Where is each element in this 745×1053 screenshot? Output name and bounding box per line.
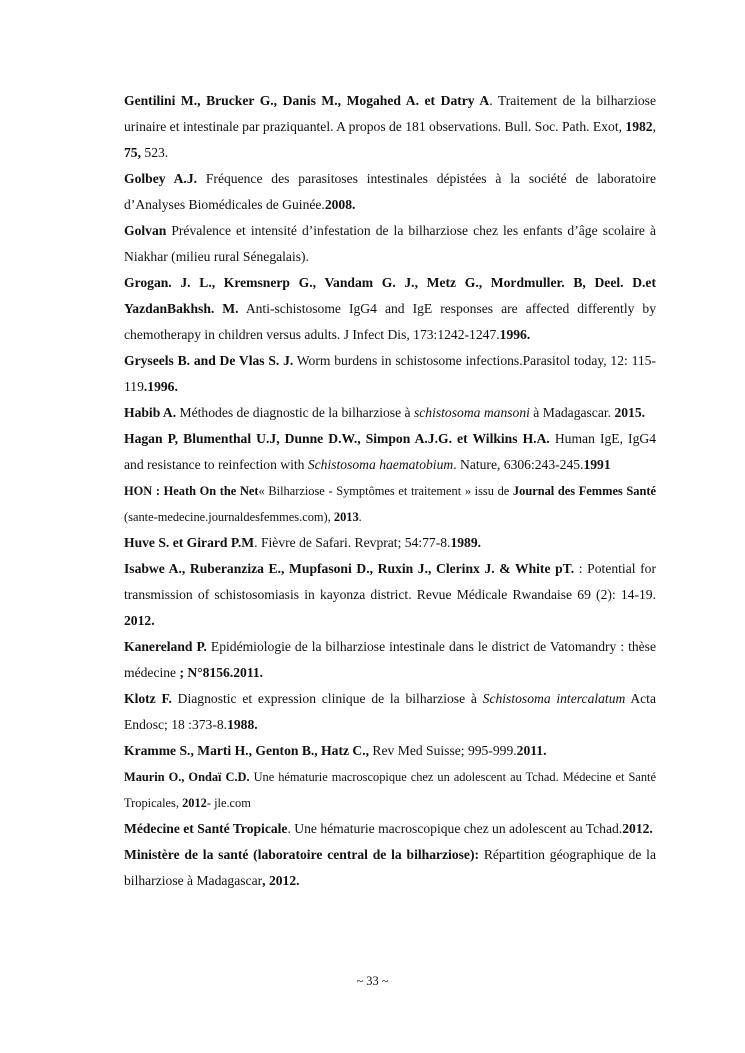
reference-bold-text: Ministère de la santé (laboratoire central de la bilharziose): (124, 847, 480, 862)
reference-italic-text: Schistosoma intercalatum (482, 691, 626, 706)
reference-text: Diagnostic et expression clinique de la bilharziose à (171, 691, 483, 706)
reference-text: 523. (141, 145, 169, 160)
reference-text: Worm burdens in schistosome infections.Parasitol today, 12: 115-119 (124, 353, 656, 394)
reference-text: (sante-medecine.journaldesfemmes.com), (124, 510, 334, 524)
reference-text: « Bilharziose - Symptômes et traitement » issu de (258, 484, 513, 498)
reference-italic-text: Schistosoma haematobium (307, 457, 454, 472)
reference-text: Acta Endosc; 18 :373-8. (124, 691, 656, 732)
reference-text: . (358, 510, 362, 524)
reference-bold-text: 1982 (625, 119, 653, 134)
reference-entry (124, 166, 656, 218)
reference-entry (124, 816, 656, 842)
reference-bold-text: 1996. (499, 327, 531, 342)
reference-entry (124, 218, 656, 270)
reference-bold-text: Journal des Femmes Santé (512, 484, 657, 498)
reference-bold-text: 2012. (124, 613, 155, 628)
reference-bold-text: 2011. (516, 743, 547, 758)
reference-entry (124, 842, 656, 894)
reference-entry (124, 738, 656, 764)
reference-bold-text: HON : Heath On the Net (124, 484, 259, 498)
reference-entry (124, 634, 656, 686)
reference-bold-text: Grogan. J. L., Kremsnerp G., Vandam G. J., Metz G., Mordmuller. B, Deel. D.et YazdanBakhsh. M. (124, 275, 656, 316)
reference-bold-text: Klotz F. (124, 691, 172, 706)
reference-text: Répartition géographique de la bilharziose à Madagascar (124, 847, 656, 888)
reference-bold-text: Golbey A.J. (124, 171, 198, 186)
reference-bold-text: .1996. (143, 379, 178, 394)
reference-text: , (652, 119, 656, 134)
reference-bold-text: Isabwe A., Ruberanziza E., Mupfasoni D., Ruxin J., Clerinx J. & White pT. (124, 561, 575, 576)
reference-bold-text: Médecine et Santé Tropicale (124, 821, 288, 836)
reference-text: : Potential for transmission of schistosomiasis in kayonza district. Revue Médicale Rwandaise 69 (2): 14-19. (124, 561, 657, 602)
reference-bold-text: 1989. (450, 535, 482, 550)
reference-text: . Nature, 6306:243-245. (453, 457, 584, 472)
reference-bold-text: Habib A. (124, 405, 177, 420)
reference-bold-text: , 2012. (262, 873, 300, 888)
reference-entry (124, 478, 656, 530)
reference-bold-text: Gentilini M., Brucker G., Danis M., Mogahed A. et Datry A (124, 93, 490, 108)
reference-entry (124, 270, 656, 348)
reference-bold-text: Maurin O., Ondaï C.D. (124, 770, 250, 784)
reference-text: Rev Med Suisse; 995-999. (369, 743, 517, 758)
reference-bold-text: ; N°8156.2011. (179, 665, 264, 680)
reference-text: Une hématurie macroscopique chez un adolescent au Tchad. Médecine et Santé Tropicales, (124, 770, 657, 810)
reference-bold-text: 75, (124, 145, 141, 160)
reference-text: . Traitement de la bilharziose urinaire et intestinale par praziquantel. A propos de 181 observations. Bull. Soc. Path. Exot, (124, 93, 656, 134)
page-number: ~ 33 ~ (356, 974, 389, 988)
reference-bold-text: Gryseels B. and De Vlas S. J. (124, 353, 294, 368)
reference-text: Prévalence et intensité d’infestation de la bilharziose chez les enfants d’âge scolaire à Niakhar (milieu rural Sénegalais). (124, 223, 656, 264)
reference-text: . Fièvre de Safari. Revprat; 54:77-8. (254, 535, 451, 550)
reference-bold-text: 1988. (227, 717, 258, 732)
reference-entry (124, 556, 656, 634)
reference-entry (124, 400, 656, 426)
reference-bold-text: 2013 (333, 510, 359, 524)
reference-text: Fréquence des parasitoses intestinales dépistées à la société de laboratoire d’Analyses Biomédicales de Guinée. (124, 171, 656, 212)
reference-italic-text: schistosoma mansoni (413, 405, 530, 420)
reference-bold-text: Huve S. et Girard P.M (124, 535, 255, 550)
reference-text: à Madagascar. (529, 405, 615, 420)
reference-bold-text: 2015. (614, 405, 646, 420)
reference-bold-text: Kramme S., Marti H., Genton B., Hatz C., (124, 743, 370, 758)
reference-entry (124, 764, 656, 816)
reference-entry (124, 348, 656, 400)
reference-bold-text: Hagan P, Blumenthal U.J, Dunne D.W., Simpon A.J.G. et Wilkins H.A. (124, 431, 550, 446)
reference-text: - jle.com (206, 796, 251, 810)
reference-text: Human IgE, IgG4 and resistance to reinfection with (124, 431, 656, 472)
reference-entry (124, 530, 656, 556)
reference-text: Méthodes de diagnostic de la bilharziose à (176, 405, 414, 420)
reference-entry (124, 686, 656, 738)
reference-text: Anti-schistosome IgG4 and IgE responses are affected differently by chemotherapy in children versus adults. J Infect Dis, 173:1242-1247. (124, 301, 657, 342)
reference-bold-text: 1991 (583, 457, 611, 472)
reference-bold-text: 2008. (324, 197, 356, 212)
reference-entry (124, 88, 656, 166)
reference-text: . Une hématurie macroscopique chez un adolescent au Tchad. (287, 821, 623, 836)
reference-text: Epidémiologie de la bilharziose intestinale dans le district de Vatomandry : thèse médecine (124, 639, 656, 680)
reference-entry (124, 426, 656, 478)
reference-bold-text: Golvan (124, 223, 167, 238)
reference-bold-text: Kanereland P. (124, 639, 207, 654)
reference-bold-text: 2012. (622, 821, 653, 836)
reference-bold-text: 2012 (182, 796, 207, 810)
bibliography-list (124, 88, 656, 894)
